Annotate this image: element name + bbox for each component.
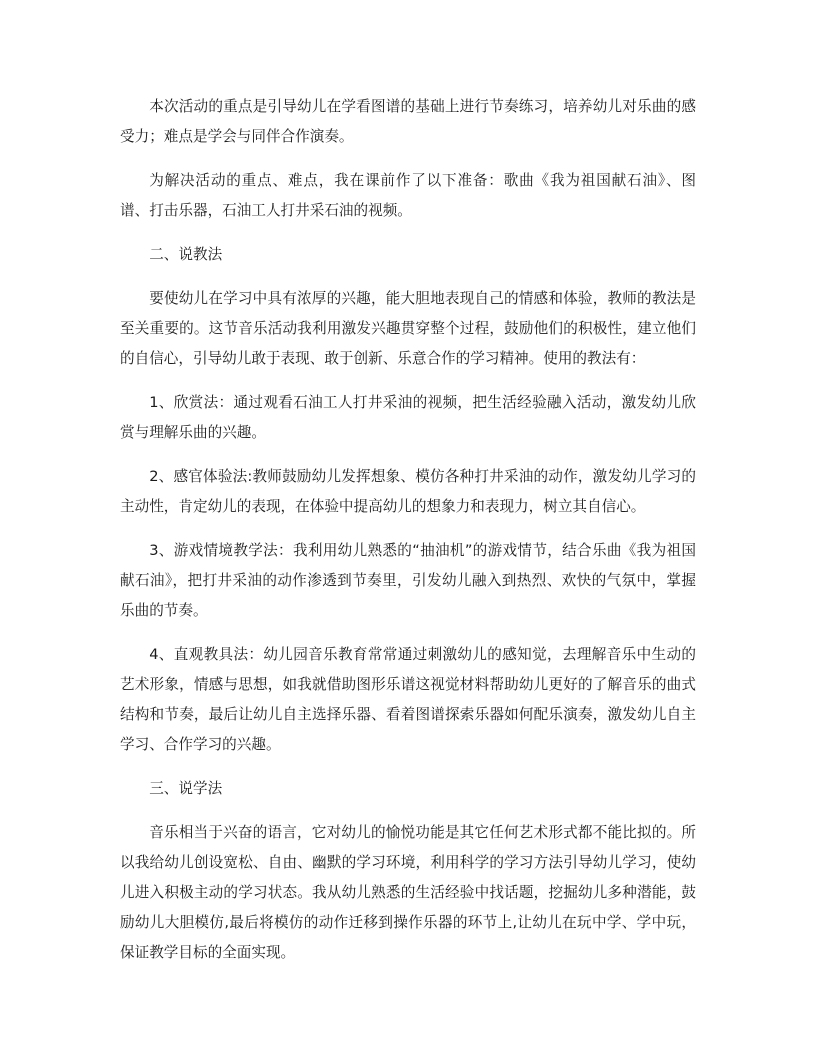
para-learning-methods: 音乐相当于兴奋的语言，它对幼儿的愉悦功能是其它任何艺术形式都不能比拟的。所以我给幼儿创设宽松、自由、幽默的学习环境，利用科学的学习方法引导幼儿学习，使幼儿进入积极主动的学习状态。我从幼儿熟悉的生活经验中找话题，挖掘幼儿多种潜能，鼓励幼儿大胆模仿,最后将模仿的动作迁移到操作乐器的环节上,让幼儿在玩中学、学中玩，保证教学目标的全面实现。	[120, 824, 696, 961]
heading-teaching-methods: 二、说教法	[149, 246, 223, 263]
para-method-2: 2、感官体验法:教师鼓励幼儿发挥想象、模仿各种打井采油的动作，激发幼儿学习的主动性，肯定幼儿的表现，在体验中提高幼儿的想象力和表现力，树立其自信心。	[120, 468, 696, 515]
heading-learning-methods: 三、说学法	[149, 780, 223, 797]
para-preparation: 为解决活动的重点、难点，我在课前作了以下准备：歌曲《我为祖国献石油》、图谱、打击乐器，石油工人打井采石油的视频。	[120, 172, 696, 219]
document-page	[120, 92, 696, 982]
para-method-3: 3、游戏情境教学法：我利用幼儿熟悉的“抽油机”的游戏情节，结合乐曲《我为祖国献石油》，把打井采油的动作渗透到节奏里，引发幼儿融入到热烈、欢快的气氛中，掌握乐曲的节奏。	[120, 542, 696, 619]
para-teaching-intro: 要使幼儿在学习中具有浓厚的兴趣，能大胆地表现自己的情感和体验，教师的教法是至关重要的。这节音乐活动我利用激发兴趣贯穿整个过程，鼓励他们的积极性，建立他们的自信心，引导幼儿敢于表现、敢于创新、乐意合作的学习精神。使用的教法有：	[120, 290, 696, 367]
para-key-points: 本次活动的重点是引导幼儿在学看图谱的基础上进行节奏练习，培养幼儿对乐曲的感受力；难点是学会与同伴合作演奏。	[120, 98, 696, 145]
para-method-4: 4、直观教具法：幼儿园音乐教育常常通过刺激幼儿的感知觉，去理解音乐中生动的艺术形象，情感与思想，如我就借助图形乐谱这视觉材料帮助幼儿更好的了解音乐的曲式结构和节奏，最后让幼儿自主选择乐器、看着图谱探索乐器如何配乐演奏，激发幼儿自主学习、合作学习的兴趣。	[120, 646, 696, 753]
para-method-1: 1、欣赏法：通过观看石油工人打井采油的视频，把生活经验融入活动，激发幼儿欣赏与理解乐曲的兴趣。	[120, 394, 696, 441]
